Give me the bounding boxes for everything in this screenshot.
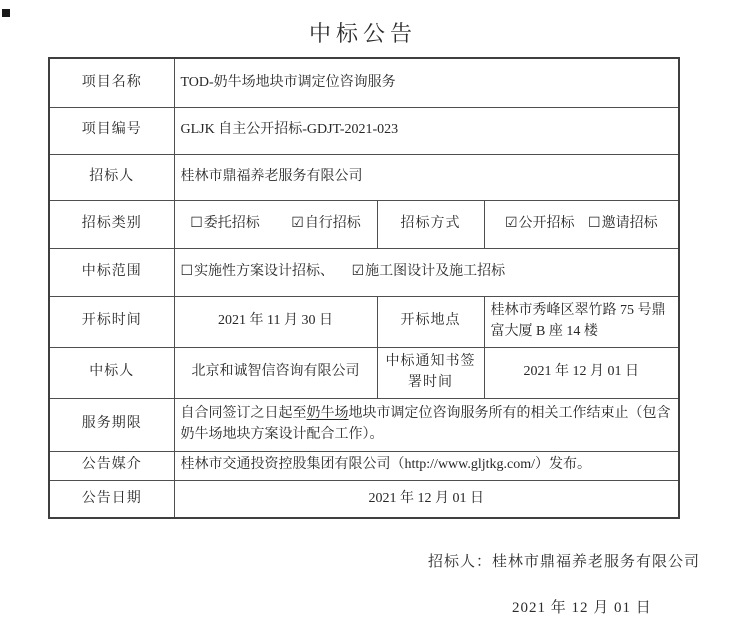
project-number-value: GLJK 自主公开招标-GDJT-2021-023 xyxy=(174,107,679,154)
opening-time-label: 开标时间 xyxy=(49,296,174,347)
service-period-label: 服务期限 xyxy=(49,398,174,451)
tender-category-options xyxy=(174,200,377,248)
opening-time-value: 2021 年 11 月 30 日 xyxy=(174,296,377,347)
option-scheme-design-label: 实施性方案设计招标、 xyxy=(194,264,335,280)
winner-label: 中标人 xyxy=(49,347,174,398)
option-self-tender-label: 自行招标 xyxy=(304,216,361,232)
opening-place-label: 开标地点 xyxy=(377,296,484,347)
checkbox-checked-icon: ☑ xyxy=(504,215,518,232)
table-row-tender-category xyxy=(49,200,679,248)
table-row-bid-scope xyxy=(49,248,679,296)
table-row-announce-date xyxy=(49,480,679,518)
announce-media-label: 公告媒介 xyxy=(49,451,174,480)
checkbox-unchecked-icon: ☐ xyxy=(190,215,203,232)
announce-media-value: 桂林市交通投资控股集团有限公司（http://www.gljtkg.com/）发布。 xyxy=(174,451,679,480)
tenderer-value: 桂林市鼎福养老服务有限公司 xyxy=(174,154,679,200)
option-invite-tender-label: 邀请招标 xyxy=(601,216,658,232)
option-construction-design xyxy=(352,264,506,279)
tender-method-options xyxy=(484,200,679,248)
bid-scope-label: 中标范围 xyxy=(49,248,174,296)
table-row-service-period xyxy=(49,398,679,451)
option-construction-design-label: 施工图设计及施工招标 xyxy=(365,264,506,280)
winner-name-value: 北京和诚智信咨询有限公司 xyxy=(174,347,377,398)
checkbox-checked-icon: ☑ xyxy=(291,215,304,232)
project-number-label: 项目编号 xyxy=(49,107,174,154)
service-period-text-pre: 自合同签订之日起至 xyxy=(180,406,307,422)
opening-place-value: 桂林市秀峰区翠竹路 75 号鼎富大厦 B 座 14 楼 xyxy=(484,296,679,347)
service-period-value xyxy=(174,398,679,451)
service-period-text-underlined: 奶牛场 xyxy=(306,406,349,422)
option-open-tender-label: 公开招标 xyxy=(518,216,575,232)
option-scheme-design xyxy=(181,264,335,279)
table-row-project-number xyxy=(49,107,679,154)
signature-date-line: 2021 年 12 月 01 日 xyxy=(512,600,652,616)
scan-artifact-mark xyxy=(2,9,10,17)
table-row-announce-media xyxy=(49,451,679,480)
announcement-table xyxy=(48,57,680,519)
service-period-text-post: 地块市调定位咨询服务所有的相关工作结束止（包含奶牛场地块方案设计配合工作）。 xyxy=(180,406,671,442)
announce-date-value: 2021 年 12 月 01 日 xyxy=(174,480,679,518)
bid-scope-options xyxy=(174,248,679,296)
option-invite-tender xyxy=(588,216,658,231)
tender-category-label: 招标类别 xyxy=(49,200,174,248)
announce-date-label: 公告日期 xyxy=(49,480,174,518)
checkbox-checked-icon: ☑ xyxy=(351,263,365,280)
notice-sign-time-value: 2021 年 12 月 01 日 xyxy=(484,347,679,398)
checkbox-unchecked-icon: ☐ xyxy=(588,215,601,232)
option-open-tender xyxy=(505,216,575,231)
project-name-value: TOD-奶牛场地块市调定位咨询服务 xyxy=(174,58,679,107)
page-title: 中标公告 xyxy=(308,21,417,46)
signature-tenderer-line: 招标人：桂林市鼎福养老服务有限公司 xyxy=(428,554,701,570)
table-row-bid-opening xyxy=(49,296,679,347)
table-row-tenderer xyxy=(49,154,679,200)
option-self-tender xyxy=(291,216,361,231)
option-entrust-tender xyxy=(190,216,260,231)
option-entrust-tender-label: 委托招标 xyxy=(203,216,260,232)
checkbox-unchecked-icon: ☐ xyxy=(180,263,194,280)
tenderer-label: 招标人 xyxy=(49,154,174,200)
notice-sign-time-label: 中标通知书签署时间 xyxy=(377,347,484,398)
table-row-bid-winner xyxy=(49,347,679,398)
tender-method-label: 招标方式 xyxy=(377,200,484,248)
project-name-label: 项目名称 xyxy=(49,58,174,107)
table-row-project-name xyxy=(49,58,679,107)
